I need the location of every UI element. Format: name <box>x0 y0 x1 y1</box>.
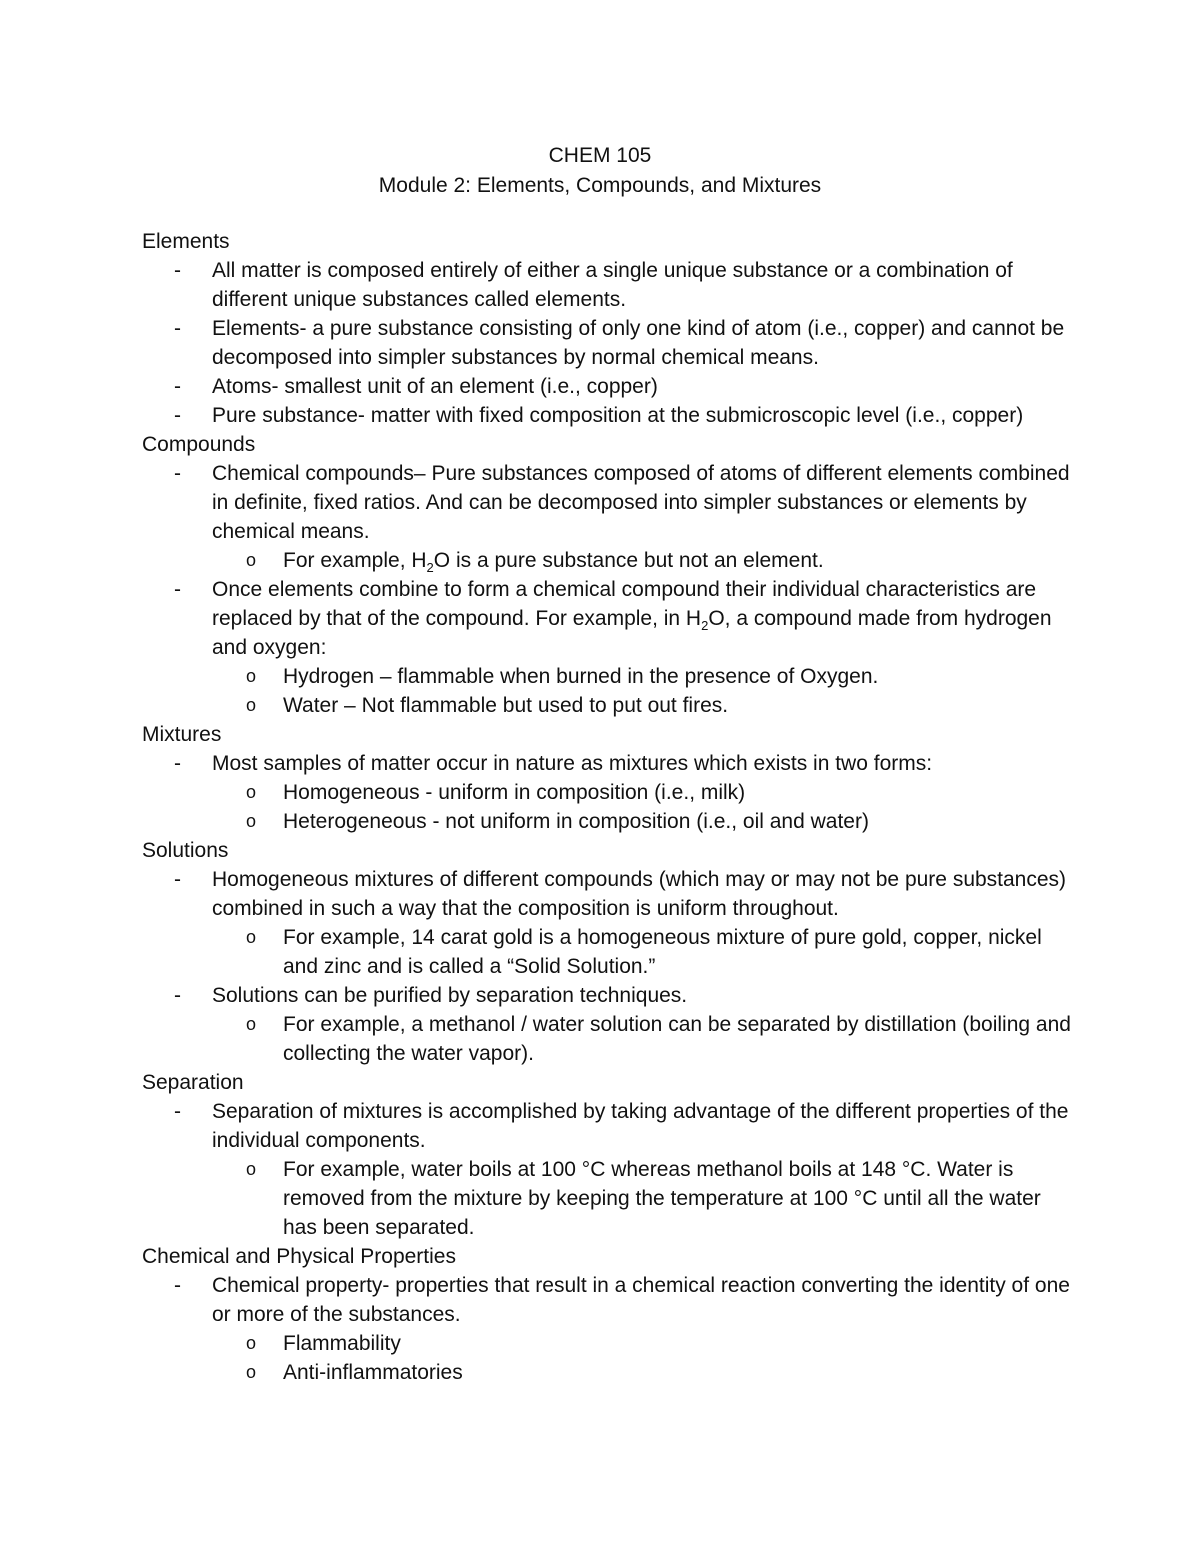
sub-list-item-text: For example, 14 carat gold is a homogeneous mixture of pure gold, copper, nickel and zinc and is called a “Solid Solution.” <box>283 926 1042 978</box>
sub-list-item <box>142 691 1072 720</box>
circle-marker: o <box>246 1333 257 1353</box>
sub-list-item <box>142 546 1072 575</box>
list-item <box>142 1097 1072 1155</box>
list-item <box>142 749 1072 778</box>
subscript: 2 <box>701 618 709 634</box>
list-item-text: Homogeneous mixtures of different compounds (which may or may not be pure substances) combined in such a way that the composition is uniform throughout. <box>212 868 1067 920</box>
text-run: For example, H <box>283 549 427 572</box>
dash-marker: - <box>174 578 181 601</box>
dash-marker: - <box>174 259 181 282</box>
subscript: 2 <box>426 560 434 576</box>
module-title: Module 2: Elements, Compounds, and Mixtures <box>378 174 822 197</box>
section-heading-mixtures: Mixtures <box>142 723 222 746</box>
title-block <box>0 141 1200 201</box>
list-item <box>142 401 1072 430</box>
list-item-text: Chemical compounds– Pure substances composed of atoms of different elements combined in definite, fixed ratios. And can be decomposed into simpler substances or elements by chemical means. <box>212 462 1070 543</box>
circle-marker: o <box>246 811 257 831</box>
sub-list-item-text: For example, a methanol / water solution can be separated by distillation (boiling and collecting the water vapor). <box>283 1013 1071 1065</box>
text-run: Once elements combine to form a chemical compound their individual characteristics are replaced by that of the compound. For example, in H <box>212 578 1037 630</box>
circle-marker: o <box>246 1014 257 1034</box>
list-item <box>142 256 1072 314</box>
sub-list-item-text: For example, water boils at 100 °C whereas methanol boils at 148 °C. Water is removed from the mixture by keeping the temperature at 100 °C until all the water has been separated. <box>283 1158 1041 1239</box>
section-heading-properties: Chemical and Physical Properties <box>142 1245 456 1268</box>
dash-marker: - <box>174 375 181 398</box>
text-run: O is a pure substance but not an element. <box>433 549 824 572</box>
dash-marker: - <box>174 752 181 775</box>
list-item-text: Pure substance- matter with fixed composition at the submicroscopic level (i.e., copper) <box>212 404 1024 427</box>
list-item-text: Atoms- smallest unit of an element (i.e., copper) <box>212 375 658 398</box>
sub-list-item-text <box>283 546 1072 575</box>
list-item-text: Solutions can be purified by separation techniques. <box>212 984 688 1007</box>
list-item <box>142 314 1072 372</box>
list-item-text: Elements- a pure substance consisting of only one kind of atom (i.e., copper) and cannot be decomposed into simpler substances by normal chemical means. <box>212 317 1065 369</box>
sub-list-item-text: Anti-inflammatories <box>283 1361 463 1384</box>
list-item <box>142 981 1072 1010</box>
list-item-text: Separation of mixtures is accomplished by taking advantage of the different properties of the individual components. <box>212 1100 1069 1152</box>
text-run: O, a compound made from hydrogen and oxygen: <box>212 607 1052 659</box>
section-heading-solutions: Solutions <box>142 839 229 862</box>
circle-marker: o <box>246 550 257 570</box>
section-heading-separation: Separation <box>142 1071 244 1094</box>
sub-list-item-text: Water – Not flammable but used to put out fires. <box>283 694 729 717</box>
sub-list-item <box>142 807 1072 836</box>
dash-marker: - <box>174 984 181 1007</box>
sub-list-item <box>142 1329 1072 1358</box>
sub-list-item-text: Heterogeneous - not uniform in composition (i.e., oil and water) <box>283 810 869 833</box>
list-item <box>142 865 1072 923</box>
list-item-text: Most samples of matter occur in nature as mixtures which exists in two forms: <box>212 752 933 775</box>
sub-list-item <box>142 778 1072 807</box>
circle-marker: o <box>246 695 257 715</box>
circle-marker: o <box>246 1159 257 1179</box>
list-item <box>142 459 1072 546</box>
dash-marker: - <box>174 404 181 427</box>
circle-marker: o <box>246 1362 257 1382</box>
dash-marker: - <box>174 868 181 891</box>
dash-marker: - <box>174 1274 181 1297</box>
list-item <box>142 372 1072 401</box>
sub-list-item-text: Flammability <box>283 1332 401 1355</box>
sub-list-item <box>142 662 1072 691</box>
dash-marker: - <box>174 317 181 340</box>
sub-list-item-text: Hydrogen – flammable when burned in the presence of Oxygen. <box>283 665 879 688</box>
sub-list-item <box>142 1155 1072 1242</box>
circle-marker: o <box>246 666 257 686</box>
sub-list-item-text: Homogeneous - uniform in composition (i.e., milk) <box>283 781 746 804</box>
course-title: CHEM 105 <box>548 144 652 167</box>
list-item-text: All matter is composed entirely of either a single unique substance or a combination of different unique substances called elements. <box>212 259 1013 311</box>
list-item-text: Chemical property- properties that result in a chemical reaction converting the identity of one or more of the substances. <box>212 1274 1070 1326</box>
dash-marker: - <box>174 462 181 485</box>
sub-list-item <box>142 1358 1072 1387</box>
section-heading-compounds: Compounds <box>142 433 256 456</box>
dash-marker: - <box>174 1100 181 1123</box>
circle-marker: o <box>246 927 257 947</box>
list-item <box>142 1271 1072 1329</box>
list-item <box>142 575 1072 662</box>
sub-list-item <box>142 1010 1072 1068</box>
section-heading-elements: Elements <box>142 230 230 253</box>
list-item-text <box>212 575 1072 662</box>
notes-body <box>142 227 1072 1387</box>
sub-list-item <box>142 923 1072 981</box>
circle-marker: o <box>246 782 257 802</box>
